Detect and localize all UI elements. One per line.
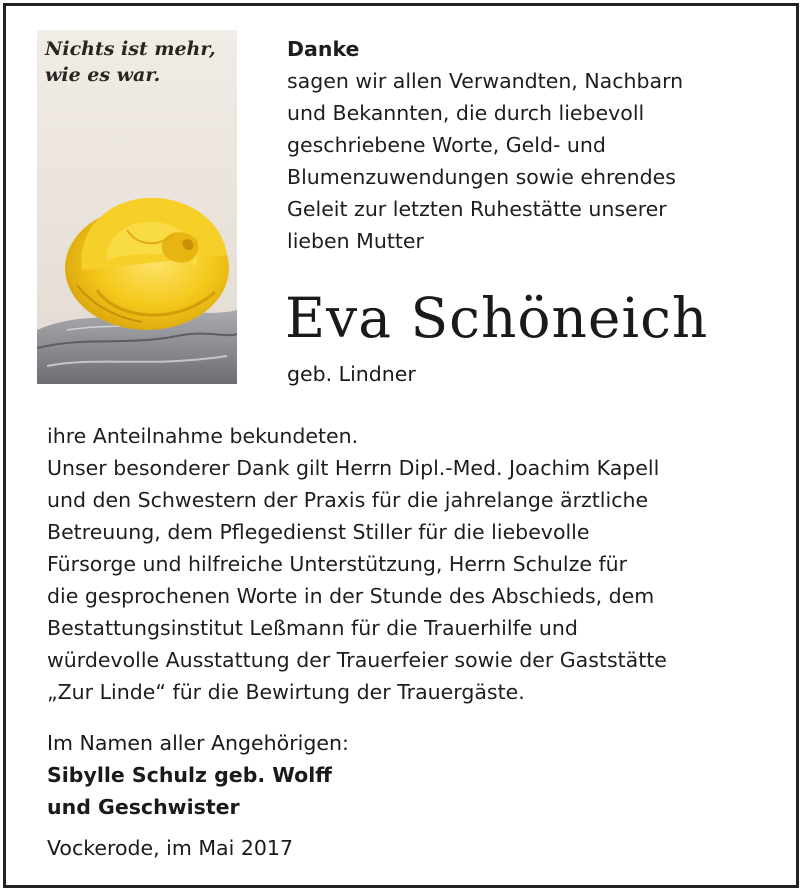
intro-line: sagen wir allen Verwandten, Nachbarn: [287, 69, 684, 93]
signature-name: Sibylle Schulz geb. Wolff: [47, 763, 332, 787]
body-line: Fürsorge und hilfreiche Unterstützung, Herrn Schulze für: [47, 552, 628, 576]
place-date: Vockerode, im Mai 2017: [47, 836, 293, 860]
intro-line: Blumenzuwendungen sowie ehrendes: [287, 165, 676, 189]
intro-line: und Bekannten, die durch liebevoll: [287, 101, 645, 125]
signature-intro: Im Namen aller Angehörigen:: [47, 731, 349, 755]
body-line: und den Schwestern der Praxis für die jahrelange ärztliche: [47, 488, 649, 512]
intro-line: Geleit zur letzten Ruhestätte unserer: [287, 197, 667, 221]
body-line: „Zur Linde“ für die Bewirtung der Trauergäste.: [47, 680, 525, 704]
signature-name: und Geschwister: [47, 795, 240, 819]
body-line: ihre Anteilnahme bekundeten.: [47, 424, 359, 448]
deceased-name: Eva Schöneich: [285, 286, 709, 350]
thanks-heading: Danke: [287, 37, 360, 61]
birth-name: geb. Lindner: [287, 362, 416, 386]
signature-block: [47, 727, 747, 823]
body-line: die gesprochenen Worte in der Stunde des Abschieds, dem: [47, 584, 655, 608]
thanks-body: [47, 420, 787, 708]
thanks-intro: [287, 33, 777, 257]
intro-line: lieben Mutter: [287, 229, 424, 253]
intro-line: geschriebene Worte, Geld- und: [287, 133, 606, 157]
memorial-photo: [37, 30, 237, 384]
motto-text: Nichts ist mehr, wie es war.: [45, 38, 216, 86]
body-line: Bestattungsinstitut Leßmann für die Trauerhilfe und: [47, 616, 578, 640]
body-line: würdevolle Ausstattung der Trauerfeier sowie der Gaststätte: [47, 648, 667, 672]
body-line: Betreuung, dem Pflegedienst Stiller für die liebevolle: [47, 520, 590, 544]
body-line: Unser besonderer Dank gilt Herrn Dipl.-Med. Joachim Kapell: [47, 456, 660, 480]
